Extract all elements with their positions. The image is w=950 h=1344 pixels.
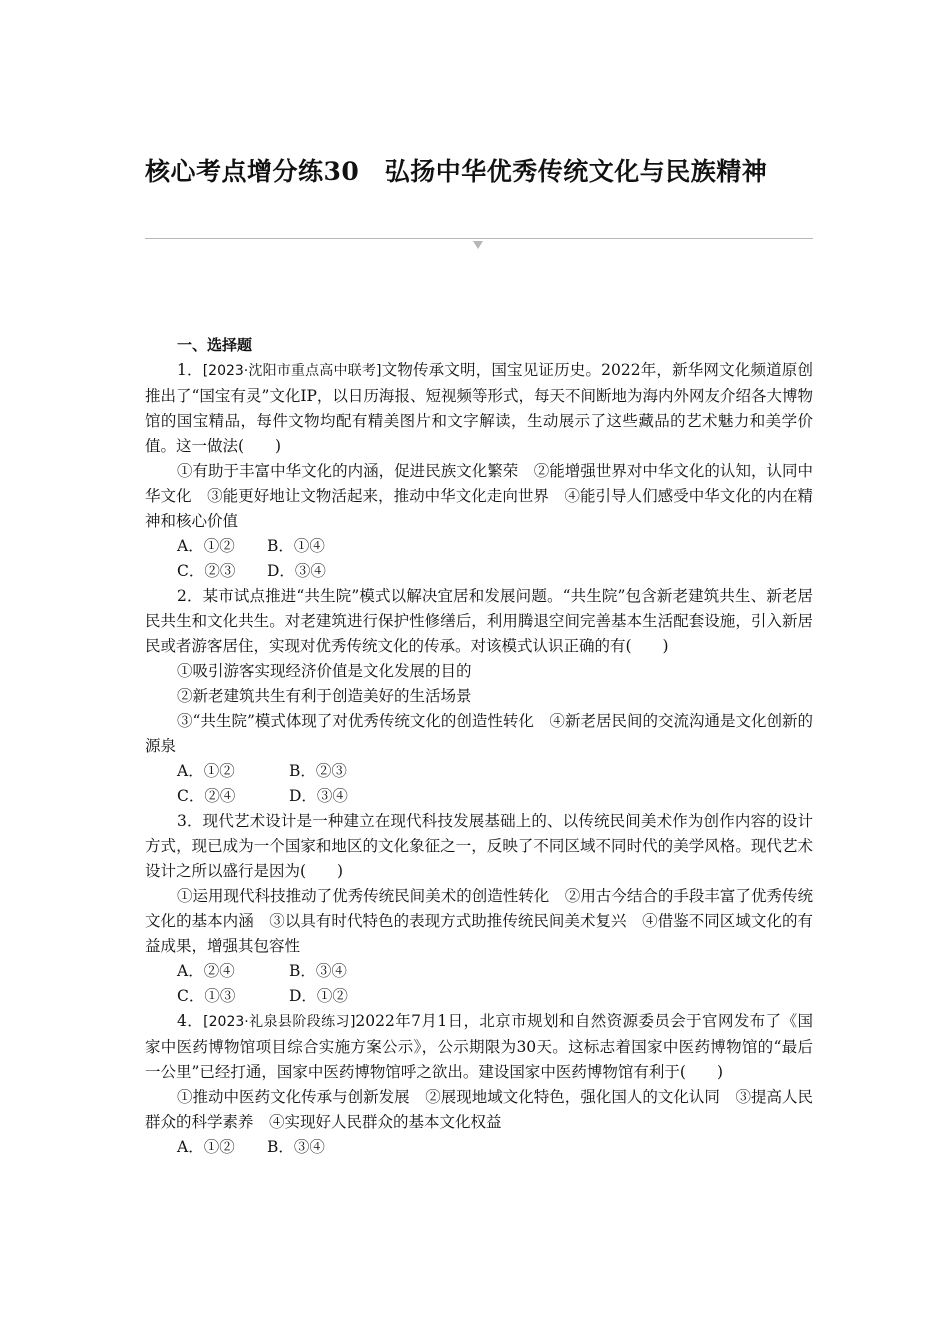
option-b[interactable]: B．③④ [289,962,347,980]
question-text: 文物传承文明，国宝见证历史。2022年，新华网文化频道原创推出了“国宝有灵”文化IP，以日历海报、短视频等形式，每天不间断地为海内外网友介绍各大博物馆的国宝精品，每件文物均配有精美图片和文字解读，生动展示了这些藏品的艺术魅力和美学价值。这一做法( ) [145,361,813,455]
option-b[interactable]: B．①④ [267,537,325,555]
option-a[interactable]: A．①② [177,762,235,780]
question-3-statements: ①运用现代科技推动了优秀传统民间美术的创造性转化 ②用古今结合的手段丰富了优秀传统文化的基本内涵 ③以具有时代特色的表现方式助推传统民间美术复兴 ④借鉴不同区域文化的有益成果，增强其包容性 [145,887,813,955]
question-2-statement-3: ③“共生院”模式体现了对优秀传统文化的创造性转化 ④新老居民间的交流沟通是文化创新的源泉 [145,712,813,755]
question-2-statement-1: ①吸引游客实现经济价值是文化发展的目的 [177,662,472,680]
question-3-options-row-1 [145,959,813,984]
question-4-options-row-1 [145,1135,813,1160]
question-source: [2023·礼泉县阶段练习] [203,1014,356,1030]
question-source: [2023·沈阳市重点高中联考] [202,363,382,379]
question-number: 4． [177,1012,204,1030]
section-heading: 一、选择题 [177,336,253,354]
option-a[interactable]: A．①② [177,537,235,555]
title-divider [145,238,813,239]
question-3-options-row-2 [145,984,813,1009]
question-text: 2022年7月1日，北京市规划和自然资源委员会于官网发布了《国家中医药博物馆项目综合实施方案公示》，公示期限为30天。这标志着国家中医药博物馆的“最后一公里”已经打通，国家中医药博物馆呼之欲出。建设国家中医药博物馆有利于( ) [145,1012,813,1081]
question-number: 1． [177,361,203,379]
question-4-statements: ①推动中医药文化传承与创新发展 ②展现地域文化特色，强化国人的文化认同 ③提高人民群众的科学素养 ④实现好人民群众的基本文化权益 [145,1088,813,1131]
question-2-stem [145,584,813,659]
question-number: 3． [177,812,203,830]
option-d[interactable]: D．③④ [289,787,348,805]
question-1-options-row-2 [145,559,813,584]
question-2-options-row-2 [145,784,813,809]
question-4-stem [145,1009,813,1085]
option-d[interactable]: D．③④ [267,562,326,580]
question-text: 现代艺术设计是一种建立在现代科技发展基础上的、以传统民间美术作为创作内容的设计方式，现已成为一个国家和地区的文化象征之一，反映了不同区域不同时代的美学风格。现代艺术设计之所以盛行是因为( ) [145,812,813,880]
question-2-options-row-1 [145,759,813,784]
question-1-statements: ①有助于丰富中华文化的内涵，促进民族文化繁荣 ②能增强世界对中华文化的认知，认同中华文化 ③能更好地让文物活起来，推动中华文化走向世界 ④能引导人们感受中华文化的内在精神和核心价值 [145,462,813,530]
question-3-stem [145,809,813,884]
option-c[interactable]: C．①③ [177,987,236,1005]
question-1-options-row-1 [145,534,813,559]
question-text: 某市试点推进“共生院”模式以解决宜居和发展问题。“共生院”包含新老建筑共生、新老居民共生和文化共生。对老建筑进行保护性修缮后，利用腾退空间完善基本生活配套设施，引入新居民或者游客居住，实现对优秀传统文化的传承。对该模式认识正确的有( ) [145,587,813,655]
option-c[interactable]: C．②④ [177,787,236,805]
option-a[interactable]: A．②④ [177,962,235,980]
option-b[interactable]: B．③④ [267,1138,325,1156]
option-d[interactable]: D．①② [289,987,348,1005]
exercise-content [145,333,813,1160]
divider-arrow-icon [473,241,483,249]
option-b[interactable]: B．②③ [289,762,347,780]
question-1-stem [145,358,813,459]
question-number: 2． [177,587,203,605]
page-title: 核心考点增分练30 弘扬中华优秀传统文化与民族精神 [145,157,768,186]
question-2-statement-2: ②新老建筑共生有利于创造美好的生活场景 [177,687,472,705]
option-c[interactable]: C．②③ [177,562,236,580]
option-a[interactable]: A．①② [177,1138,235,1156]
